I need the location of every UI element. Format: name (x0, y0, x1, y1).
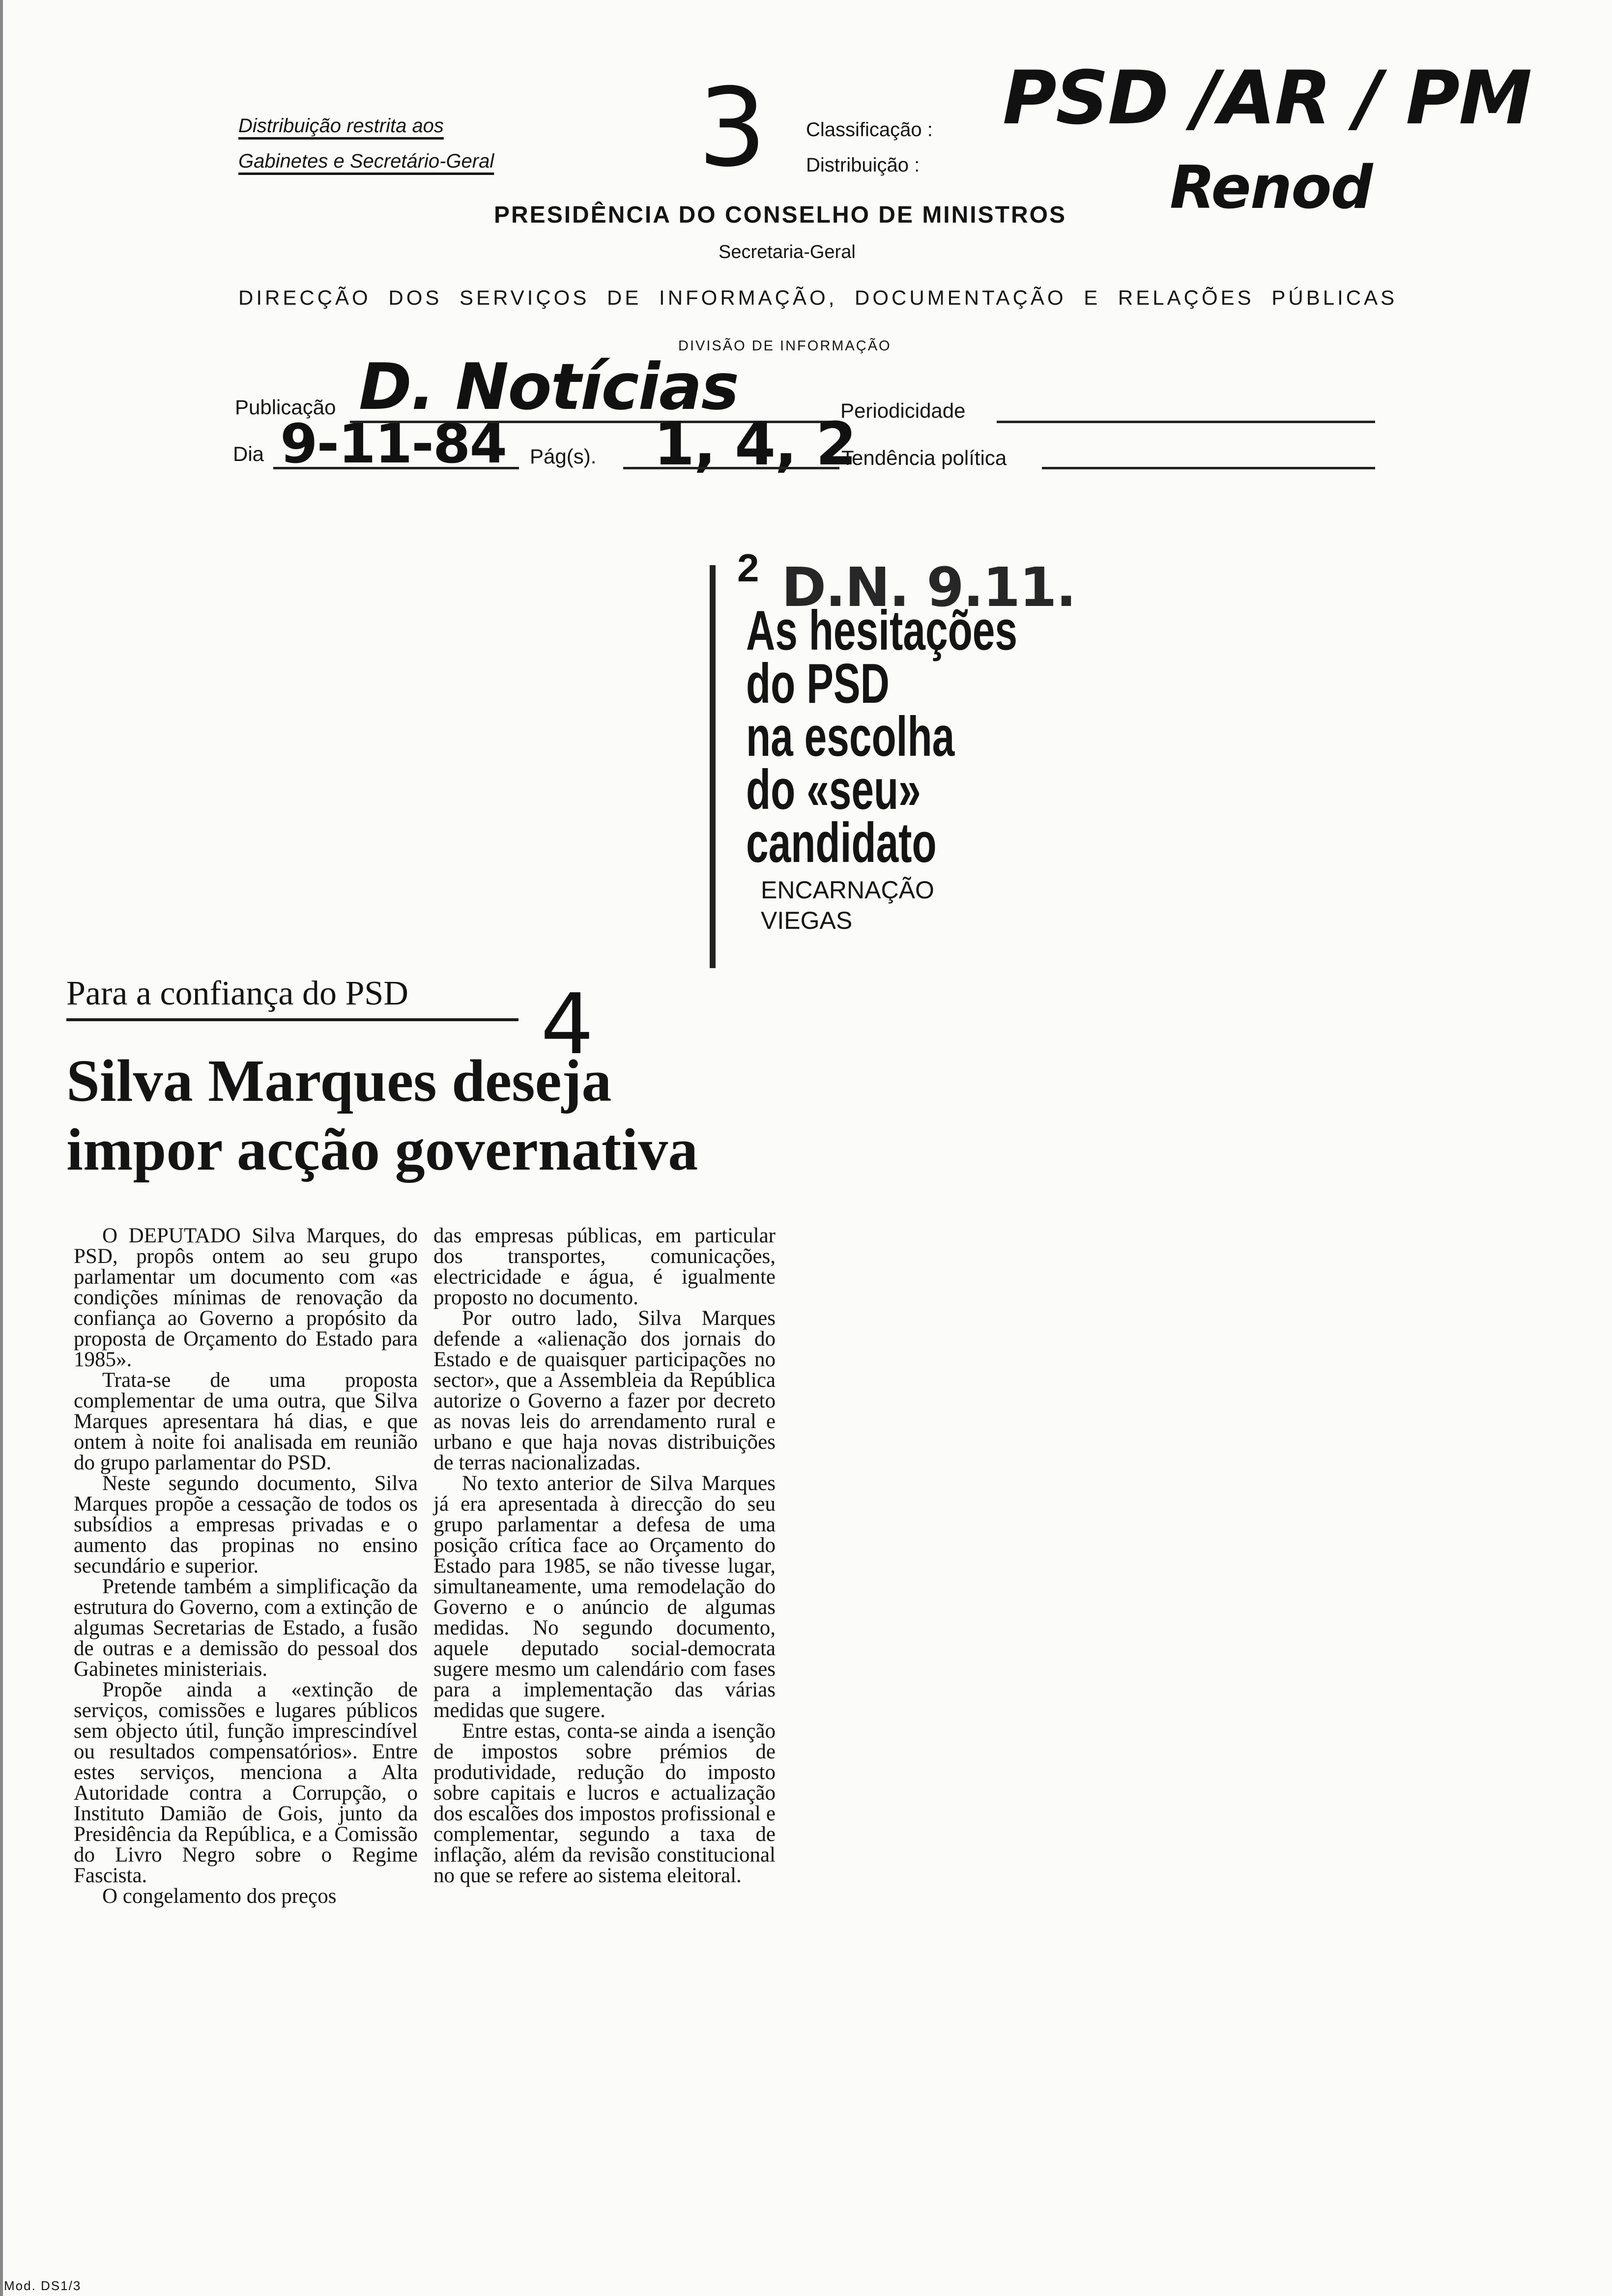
article-paragraph: Por outro lado, Silva Marques defende a «alienação dos jornais do Estado e de quaisquer participações no sector», que a Assembleia da República autorize o Governo a fazer por decreto as novas leis do arrendamento rural e urbano e que haja novas distribuições de terras nacionalizadas. (433, 1307, 776, 1474)
clipping-author-line2: VIEGAS (761, 907, 853, 934)
tendencia-line (1042, 467, 1375, 469)
scan-edge (0, 0, 3, 2296)
publicacao-value: D. Notícias (359, 349, 739, 424)
dia-label: Dia (233, 442, 264, 465)
agency-subtitle: Secretaria-Geral (719, 242, 856, 262)
article-paragraph: das empresas públicas, em particular dos transportes, comunicações, electricidade e água, é igualmente proposto no documento. (433, 1224, 776, 1309)
clipping-author (761, 875, 934, 936)
distribution-note-line2: Gabinetes e Secretário-Geral (238, 150, 494, 172)
pags-line (623, 467, 839, 469)
tendencia-label: Tendência política (841, 446, 1007, 469)
clipping-page-number: 2 (737, 546, 759, 590)
article-column-1 (74, 1226, 418, 1907)
article-page-mark: 4 (541, 976, 593, 1073)
kicker-rule (66, 1018, 518, 1021)
clipping-left-rule (710, 565, 716, 968)
clipping-author-line1: ENCARNAÇÃO (761, 876, 934, 904)
periodicidade-label: Periodicidade (840, 399, 966, 422)
agency-title: PRESIDÊNCIA DO CONSELHO DE MINISTROS (494, 202, 1066, 228)
article-paragraph: Propõe ainda a «extinção de serviços, comissões e lugares públicos sem objecto útil, função imprescindível ou resultados compensatórios». Entre estes serviços, menciona a Alta Autoridade contra a Corrupção, o Instituto Damião de Gois, junto da Presidência da República, e a Comissão do Livro Negro sobre o Regime Fascista. (74, 1678, 418, 1887)
dia-value: 9-11-84 (280, 412, 506, 475)
article-headline-line2: impor acção governativa (66, 1117, 698, 1183)
agency-division: DIVISÃO DE INFORMAÇÃO (678, 338, 892, 354)
distribuicao-label: Distribuição : (806, 154, 920, 176)
clipping-handwritten-note: D.N. 9.11. (781, 556, 1076, 619)
article-headline-line1: Silva Marques deseja (66, 1048, 612, 1114)
article-column-2 (433, 1226, 776, 1886)
article-headline (66, 1047, 698, 1184)
form-code: Mod. DS1/3 (4, 2278, 82, 2293)
handwritten-number: 3 (698, 65, 766, 191)
pags-label: Pág(s). (530, 445, 597, 468)
clipping-headline (746, 600, 1018, 874)
distribution-note (238, 108, 494, 179)
clipping-headline-line: As hesitações (746, 600, 1018, 662)
dia-line (273, 467, 519, 469)
distribution-note-line1: Distribuição restrita aos (238, 115, 444, 137)
article-paragraph: Neste segundo documento, Silva Marques propõe a cessação de todos os subsídios a empresas privadas e o aumento das propinas no ensino secundário e superior. (74, 1472, 418, 1578)
pags-value: 1, 4, 2 (654, 410, 856, 479)
article-paragraph: Pretende também a simplificação da estrutura do Governo, com a extinção de algumas Secretarias de Estado, a fusão de outras e a demissão do pessoal dos Gabinetes ministeriais. (74, 1575, 418, 1681)
periodicidade-line (997, 421, 1375, 423)
classificacao-label: Classificação : (806, 119, 933, 141)
article-paragraph: O congelamento dos preços (102, 1885, 337, 1908)
clipping-headline-line: do PSD (746, 653, 890, 715)
agency-direction: DIRECÇÃO DOS SERVIÇOS DE INFORMAÇÃO, DOCUMENTAÇÃO E RELAÇÕES PÚBLICAS (238, 286, 1398, 309)
clipping-headline-line: na escolha (746, 706, 955, 768)
publicacao-label: Publicação (235, 396, 336, 419)
top-clipping (708, 531, 1076, 963)
article-paragraph: Trata-se de uma proposta complementar de uma outra, que Silva Marques apresentara há dias, e que ontem à noite foi analisada em reunião do grupo parlamentar do PSD. (74, 1369, 418, 1474)
clipping-headline-line: do «seu» (746, 759, 921, 821)
article-paragraph: O DEPUTADO Silva Marques, do PSD, propôs ontem ao seu grupo parlamentar um documento com «as condições mínimas de renovação da confiança ao Governo a propósito da proposta de Orçamento do Estado para 1985». (74, 1224, 418, 1371)
article-kicker: Para a confiança do PSD (66, 975, 408, 1012)
clipping-headline-line: candidato (746, 812, 937, 874)
article-paragraph: Entre estas, conta-se ainda a isenção de impostos sobre prémios de produtividade, redução do imposto sobre capitais e lucros e actualização dos escalões dos impostos profissional e complementar, segundo a taxa de inflação, além da revisão constitucional no que se refere ao sistema eleitoral. (433, 1720, 776, 1887)
classification-labels (806, 112, 933, 183)
handwritten-distribution: Renod (1170, 154, 1372, 222)
article-paragraph: No texto anterior de Silva Marques já era apresentada à direcção do seu grupo parlamentar a defesa de uma posição crítica face ao Orçamento do Estado para 1985, se não tivesse lugar, simultaneamente, uma remodelação do Governo e o anúncio de algumas medidas. No segundo documento, aquele deputado social-democrata sugere mesmo um calendário com fases para a implementação das várias medidas que sugere. (433, 1472, 776, 1722)
handwritten-classification: PSD /AR / PM (1003, 56, 1531, 141)
